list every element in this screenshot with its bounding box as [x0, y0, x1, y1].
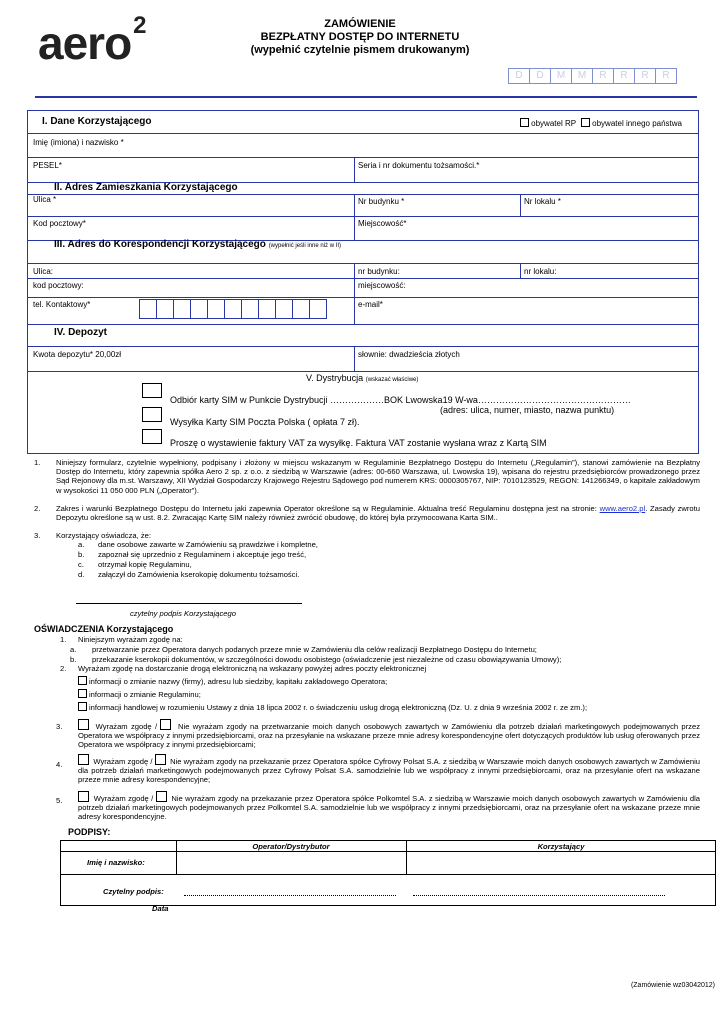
date-box[interactable]: R	[634, 69, 655, 83]
id-document-field[interactable]: Seria i nr dokumentu tożsamości.*	[358, 161, 480, 170]
decl-3-text: Wyrażam zgodę / Nie wyrażam zgody na przetwarzanie moich danych osobowych zawartych w Zamówieniu dla potrzeb działań marketingowych podejmowanych przez Operatora we współpracy z innymi przedsiębiorcami, oraz na przesyłanie na wskazane przeze mnie adresy korespondencyjne ofert dotyczących produktów lub usług oferowanych przez Operatora we współpracy z innymi przedsiębiorcami;	[78, 719, 700, 750]
divider	[28, 297, 698, 298]
checkbox-pickup[interactable]	[142, 383, 162, 398]
corr-city-field[interactable]: miejscowość:	[358, 281, 406, 290]
note-3-text: Korzystający oświadcza, że:	[56, 531, 151, 540]
option-shipping-label: Wysyłka Karty SIM Poczta Polska ( opłata 7 zł).	[170, 417, 360, 427]
checkbox-disagree-4[interactable]	[155, 754, 166, 765]
title-line-3: (wypełnić czytelnie pismem drukowanym)	[250, 44, 470, 56]
divider	[354, 297, 355, 324]
divider	[28, 263, 698, 264]
city-field[interactable]: Miejscowość*	[358, 219, 407, 228]
note-3-item-key: d.	[78, 570, 85, 579]
phone-label: tel. Kontaktowy*	[33, 300, 91, 309]
divider	[354, 346, 355, 371]
decl-5-number: 5.	[56, 796, 63, 805]
checkbox-consent-regulation-change[interactable]	[78, 689, 87, 698]
aero2-link[interactable]: www.aero2.pl	[599, 504, 646, 513]
declarations-title: OŚWIADCZENIA Korzystającego	[34, 624, 174, 634]
decl-4-text: Wyrażam zgodę / Nie wyrażam zgody na przekazanie przez Operatora spółce Cyfrowy Polsat S.A. z siedzibą w Warszawie moich danych osobowych zawartych w Zamówieniu dla potrzeb działań marketingowych podejmowanych przez Cyfrowy Polsat S.A. samodzielnie lub we współpracy z innymi przedsiębiorcami, oraz na przesyłanie ofert na wskazane przeze mnie adresy korespondencyjne;	[78, 754, 700, 785]
checkbox-disagree-5[interactable]	[156, 791, 167, 802]
name-field[interactable]: Imię (imiona) i nazwisko *	[33, 138, 124, 147]
operator-signature-line[interactable]	[184, 895, 396, 896]
decl-2-option: informacji o zmianie nazwy (firmy), adresu lub siedziby, kapitału zakładowego Operatora;	[78, 676, 387, 686]
decl-2-option: informacji handlowej w rozumieniu Ustawy z dnia 18 lipca 2002 r. o świadczeniu usług drogą elektroniczną (Dz. U. z dnia 9 września 2002 r. ze zm.);	[78, 702, 587, 712]
title-line-2: BEZPŁATNY DOSTĘP DO INTERNETU	[260, 31, 460, 43]
checkbox-citizen-other[interactable]	[581, 118, 590, 127]
divider	[28, 194, 698, 195]
checkbox-vat-invoice[interactable]	[142, 429, 162, 444]
form-title	[180, 18, 540, 57]
divider	[354, 263, 355, 297]
checkbox-citizen-rp[interactable]	[520, 118, 529, 127]
form-code: (Zamówienie wz03042012)	[630, 982, 715, 989]
building-number-field[interactable]: Nr budynku *	[358, 197, 405, 206]
col-customer: Korzystający	[537, 842, 585, 851]
header-divider	[35, 96, 697, 98]
note-3-item: zapoznał się uprzednio z Regulaminem i akceptuje jego treść,	[98, 550, 307, 559]
note-3-number: 3.	[34, 531, 41, 540]
decl-1b-text: przekazanie kserokopii dokumentów, w szczególności dowodu osobistego (oświadczenie jest niezależne od czasu obowiązywania Umowy);	[92, 655, 562, 664]
note-3-item: załączył do Zamówienia kserokopię dokumentu tożsamości.	[98, 570, 300, 579]
corr-building-field[interactable]: nr budynku:	[358, 267, 400, 276]
signatures-title: PODPISY:	[68, 827, 111, 837]
decl-1-number: 1.	[60, 635, 67, 644]
divider	[28, 216, 698, 217]
checkbox-agree-5[interactable]	[78, 791, 89, 802]
corr-street-field[interactable]: Ulica:	[33, 267, 54, 276]
checkbox-agree-4[interactable]	[78, 754, 89, 765]
deposit-words: słownie: dwadzieścia złotych	[358, 350, 460, 359]
note-1-text: Niniejszy formularz, czytelnie wypełniony, podpisany i złożony w miejscu wskazanym w Regulaminie Bezpłatnego Dostępu do Internetu („Regulamin”), stanowi zamówienie na Bezpłatny Dostęp do Internetu, który zapewnia spółka Aero 2 sp. z o.o. z siedzibą w Warszawie (adres: 00-660 Warszawa, ul. Lwowska 19), wpisana do rejestru przedsiębiorców prowadzonego przez Sąd Rejonowy dla m.st. Warszawy, XII Wydział Gospodarczy Krajowego Rejestru Sądowego pod numerem KRS: 0000305767, NIP: 7010123529, REGON: 141266349, o kapitale zakładowym w wysokości 11 050 000 PLN („Operator”).	[56, 458, 700, 495]
note-3-item-key: c.	[78, 560, 84, 569]
citizen-other-label: obywatel innego państwa	[592, 119, 682, 128]
note-3-item-key: b.	[78, 550, 85, 559]
option-vat-label: Proszę o wystawienie faktury VAT za wysyłkę. Faktura VAT zostanie wysłana wraz z Kartą SIM	[170, 438, 547, 448]
date-boxes[interactable]	[508, 68, 677, 84]
decl-1-text: Niniejszym wyrażam zgodę na:	[78, 635, 183, 644]
checkbox-consent-commercial-info[interactable]	[78, 702, 87, 711]
date-box[interactable]: D	[515, 70, 523, 81]
signatures-table	[60, 840, 716, 906]
divider	[354, 194, 355, 240]
divider	[28, 278, 698, 279]
divider	[28, 133, 698, 134]
checkbox-shipping[interactable]	[142, 407, 162, 422]
decl-1a-text: przetwarzanie przez Operatora danych podanych przeze mnie w Zamówieniu dla celów realizacji Bezpłatnego Dostępu do Internetu;	[92, 645, 537, 654]
checkbox-consent-company-change[interactable]	[78, 676, 87, 685]
date-box[interactable]: R	[655, 69, 676, 83]
phone-input[interactable]	[139, 299, 327, 319]
date-label: Data	[152, 904, 169, 913]
section-3-title: III. Adres do Korespondencji Korzystającego (wypełnić jeśli inne niż w II)	[54, 239, 342, 250]
customer-signature-line[interactable]	[413, 895, 665, 896]
divider	[28, 346, 698, 347]
operator-name-input[interactable]	[178, 852, 404, 873]
decl-3-number: 3.	[56, 722, 63, 731]
section-1-title: I. Dane Korzystającego	[42, 116, 152, 127]
signature-caption: czytelny podpis Korzystającego	[130, 609, 236, 618]
signature-line[interactable]	[76, 603, 302, 604]
date-box[interactable]: D	[529, 69, 550, 83]
decl-2-option: informacji o zmianie Regulaminu;	[78, 689, 201, 699]
checkbox-disagree-3[interactable]	[160, 719, 171, 730]
readable-signature-label: Czytelny podpis:	[103, 887, 164, 896]
note-2-number: 2.	[34, 504, 41, 513]
decl-2-number: 2.	[60, 664, 67, 673]
customer-name-input[interactable]	[408, 852, 714, 873]
aero2-logo: aero$^2$	[38, 11, 146, 69]
form-frame	[27, 110, 699, 454]
date-box[interactable]: M	[571, 69, 592, 83]
pesel-field[interactable]: PESEL*	[33, 161, 62, 170]
divider	[28, 324, 698, 325]
decl-1b-key: b.	[70, 655, 77, 664]
street-field[interactable]: Ulica *	[33, 195, 57, 204]
note-2-text: Zakres i warunki Bezpłatnego Dostępu do Internetu jaki zapewnia Operator określone są w Regulaminie. Aktualna treść Regulaminu dostępna jest na stronie: www.aero2.pl. Zasady zwrotu Depozytu określone są w ust. 8.2. Zwracając Kartę SIM należy również zwrócić obudowę, do której była przymocowana Karta SIM..	[56, 504, 700, 523]
divider	[520, 194, 521, 216]
flat-number-field[interactable]: Nr lokalu *	[524, 197, 561, 206]
decl-2-text: Wyrażam zgodę na dostarczanie drogą elektroniczną na wskazany powyżej adres poczty elektronicznej	[78, 664, 427, 673]
name-row-label: Imię i nazwisko:	[87, 858, 145, 867]
citizen-rp-label: obywatel RP	[531, 119, 576, 128]
divider	[520, 263, 521, 278]
deposit-amount: Kwota depozytu* 20,00zł	[33, 350, 122, 359]
section-5-title: V. Dystrybucja (wskazać właściwe)	[306, 373, 419, 383]
decl-4-number: 4.	[56, 760, 63, 769]
decl-5-text: Wyrażam zgodę / Nie wyrażam zgody na przekazanie przez Operatora spółce Polkomtel S.A. z siedzibą w Warszawie moich danych osobowych zawartych w Zamówieniu dla potrzeb działań marketingowych podejmowanych przez Polkomtel S.A. samodzielnie lub we współpracy z innymi przedsiębiorcami, oraz na przesyłanie ofert na wskazane przeze mnie adresy korespondencyjne.	[78, 791, 700, 822]
postal-code-field[interactable]: Kod pocztowy*	[33, 219, 86, 228]
divider	[28, 371, 698, 372]
note-1-number: 1.	[34, 458, 41, 467]
section-4-title: IV. Depozyt	[54, 327, 107, 338]
date-box[interactable]: R	[592, 69, 613, 83]
note-3-item-key: a.	[78, 540, 85, 549]
corr-postal-field[interactable]: kod pocztowy:	[33, 281, 84, 290]
col-operator: Operator/Dystrybutor	[252, 842, 330, 851]
option-pickup-label: Odbiór karty SIM w Punkcie Dystrybucji ………………BOK Lwowska19 W-wa……………………………………………	[170, 395, 631, 405]
corr-flat-field[interactable]: nr lokalu:	[524, 267, 557, 276]
decl-1a-key: a.	[70, 645, 77, 654]
section-2-title: II. Adres Zamieszkania Korzystającego	[54, 182, 238, 193]
note-3-item: dane osobowe zawarte w Zamówieniu są prawdziwe i kompletne,	[98, 540, 318, 549]
date-box[interactable]: M	[550, 69, 571, 83]
note-3-item: otrzymał kopię Regulaminu,	[98, 560, 192, 569]
option-pickup-hint: (adres: ulica, numer, miasto, nazwa punktu)	[440, 405, 615, 415]
date-box[interactable]: R	[613, 69, 634, 83]
checkbox-agree-3[interactable]	[78, 719, 89, 730]
citizenship-options	[520, 118, 682, 128]
email-field[interactable]: e-mail*	[358, 300, 383, 309]
title-line-1: ZAMÓWIENIE	[324, 18, 396, 30]
divider	[61, 874, 715, 875]
divider	[354, 157, 355, 182]
divider	[28, 157, 698, 158]
